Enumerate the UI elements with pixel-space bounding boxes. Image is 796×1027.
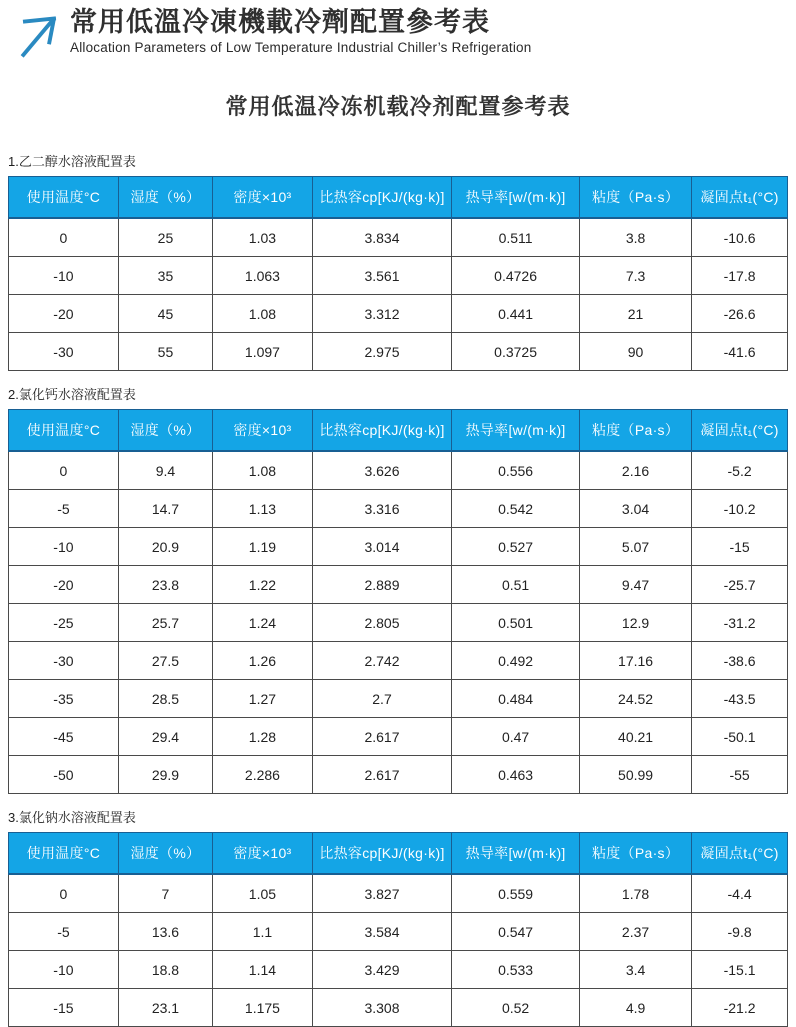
table-cell: 0.463 xyxy=(452,756,580,794)
table-cell: 4.9 xyxy=(579,989,691,1027)
table-cell: 1.1 xyxy=(213,913,313,951)
section-label: 1.乙二醇水溶液配置表 xyxy=(8,154,136,169)
table-cell: 27.5 xyxy=(118,642,212,680)
table-cell: 0.492 xyxy=(452,642,580,680)
calcium-chloride-table xyxy=(8,409,788,794)
table-cell: 21 xyxy=(579,295,691,333)
table-cell: -50 xyxy=(9,756,119,794)
table-cell: 1.19 xyxy=(213,528,313,566)
table-cell: 3.312 xyxy=(312,295,451,333)
table-cell: 50.99 xyxy=(579,756,691,794)
sodium-chloride-table xyxy=(8,832,788,1027)
table-cell: -35 xyxy=(9,680,119,718)
table-cell: -50.1 xyxy=(692,718,788,756)
column-header: 凝固点t₁(°C) xyxy=(692,177,788,219)
table-cell: -5 xyxy=(9,913,119,951)
table-cell: -15.1 xyxy=(692,951,788,989)
column-header: 粘度（Pa·s） xyxy=(579,410,691,452)
table-cell: 1.22 xyxy=(213,566,313,604)
table-row xyxy=(9,566,788,604)
table-row xyxy=(9,642,788,680)
table-cell: 3.561 xyxy=(312,257,451,295)
table-cell: 29.4 xyxy=(118,718,212,756)
column-header: 密度×10³ xyxy=(213,177,313,219)
table-cell: -4.4 xyxy=(692,874,788,913)
table-cell: 7.3 xyxy=(579,257,691,295)
brand-header xyxy=(8,0,788,59)
table-cell: 0.559 xyxy=(452,874,580,913)
table-cell: 2.16 xyxy=(579,451,691,490)
table-cell: 1.14 xyxy=(213,951,313,989)
table-cell: -9.8 xyxy=(692,913,788,951)
table-cell: 2.7 xyxy=(312,680,451,718)
table-cell: 3.584 xyxy=(312,913,451,951)
column-header: 密度×10³ xyxy=(213,833,313,875)
table-cell: -10 xyxy=(9,528,119,566)
table-cell: 3.4 xyxy=(579,951,691,989)
table-row xyxy=(9,756,788,794)
section-label: 2.氯化钙水溶液配置表 xyxy=(8,387,136,402)
document-title: 常用低温冷冻机载冷剂配置参考表 xyxy=(225,94,571,119)
table-cell: 24.52 xyxy=(579,680,691,718)
table-cell: 3.316 xyxy=(312,490,451,528)
table-cell: -10.6 xyxy=(692,218,788,257)
table-cell: 0 xyxy=(9,451,119,490)
table-cell: 0 xyxy=(9,218,119,257)
table-cell: -17.8 xyxy=(692,257,788,295)
table-cell: 0.511 xyxy=(452,218,580,257)
table-cell: -15 xyxy=(692,528,788,566)
table-row xyxy=(9,295,788,333)
brand-title: 常用低溫冷凍機載冷劑配置參考表 xyxy=(70,7,490,37)
table-cell: -45 xyxy=(9,718,119,756)
ethylene-glycol-table xyxy=(8,176,788,371)
table-cell: 0.51 xyxy=(452,566,580,604)
table-cell: 25.7 xyxy=(118,604,212,642)
table-cell: -20 xyxy=(9,295,119,333)
table-cell: 55 xyxy=(118,333,212,371)
table-cell: 2.617 xyxy=(312,756,451,794)
table-cell: 23.1 xyxy=(118,989,212,1027)
table-row xyxy=(9,528,788,566)
table-cell: 17.16 xyxy=(579,642,691,680)
table-cell: 3.014 xyxy=(312,528,451,566)
table-row xyxy=(9,604,788,642)
column-header: 使用温度°C xyxy=(9,833,119,875)
table-cell: 3.8 xyxy=(579,218,691,257)
table-cell: 5.07 xyxy=(579,528,691,566)
table-cell: 1.27 xyxy=(213,680,313,718)
table-cell: 40.21 xyxy=(579,718,691,756)
table-cell: 9.4 xyxy=(118,451,212,490)
column-header: 比热容cp[KJ/(kg·k)] xyxy=(312,177,451,219)
table-cell: 1.78 xyxy=(579,874,691,913)
table-cell: 2.37 xyxy=(579,913,691,951)
table-cell: 9.47 xyxy=(579,566,691,604)
column-header: 密度×10³ xyxy=(213,410,313,452)
table-cell: 1.05 xyxy=(213,874,313,913)
table-cell: 3.429 xyxy=(312,951,451,989)
table-cell: 13.6 xyxy=(118,913,212,951)
table-cell: -30 xyxy=(9,333,119,371)
table-cell: 1.26 xyxy=(213,642,313,680)
table-cell: 0.547 xyxy=(452,913,580,951)
table-row xyxy=(9,874,788,913)
table-cell: -30 xyxy=(9,642,119,680)
column-header: 热导率[w/(m·k)] xyxy=(452,833,580,875)
table-cell: 1.097 xyxy=(213,333,313,371)
section-calcium-chloride xyxy=(8,384,788,794)
table-cell: 3.827 xyxy=(312,874,451,913)
table-cell: -38.6 xyxy=(692,642,788,680)
table-cell: 0.484 xyxy=(452,680,580,718)
table-cell: -20 xyxy=(9,566,119,604)
table-cell: 29.9 xyxy=(118,756,212,794)
column-header: 粘度（Pa·s） xyxy=(579,833,691,875)
table-row xyxy=(9,680,788,718)
table-cell: 3.626 xyxy=(312,451,451,490)
table-row xyxy=(9,333,788,371)
table-cell: 20.9 xyxy=(118,528,212,566)
table-cell: 2.975 xyxy=(312,333,451,371)
table-cell: 1.08 xyxy=(213,451,313,490)
table-cell: -10.2 xyxy=(692,490,788,528)
header-row xyxy=(9,177,788,219)
table-cell: -26.6 xyxy=(692,295,788,333)
column-header: 比热容cp[KJ/(kg·k)] xyxy=(312,410,451,452)
table-row xyxy=(9,218,788,257)
table-body xyxy=(9,874,788,1027)
column-header: 热导率[w/(m·k)] xyxy=(452,177,580,219)
arrow-up-right-logo-icon xyxy=(10,7,62,59)
brand-subtitle: Allocation Parameters of Low Temperature Industrial Chiller’s Refrigeration xyxy=(70,39,532,55)
table-cell: 0 xyxy=(9,874,119,913)
table-cell: 1.03 xyxy=(213,218,313,257)
table-cell: -5 xyxy=(9,490,119,528)
table-row xyxy=(9,718,788,756)
column-header: 比热容cp[KJ/(kg·k)] xyxy=(312,833,451,875)
table-cell: 0.542 xyxy=(452,490,580,528)
table-header xyxy=(9,177,788,219)
table-cell: 35 xyxy=(118,257,212,295)
table-cell: -15 xyxy=(9,989,119,1027)
table-cell: 0.556 xyxy=(452,451,580,490)
column-header: 湿度（%） xyxy=(118,177,212,219)
table-cell: 1.28 xyxy=(213,718,313,756)
table-cell: 90 xyxy=(579,333,691,371)
table-row xyxy=(9,951,788,989)
table-row xyxy=(9,451,788,490)
column-header: 使用温度°C xyxy=(9,177,119,219)
table-cell: 2.742 xyxy=(312,642,451,680)
table-cell: 2.805 xyxy=(312,604,451,642)
table-row xyxy=(9,257,788,295)
table-cell: 45 xyxy=(118,295,212,333)
table-cell: -10 xyxy=(9,257,119,295)
table-cell: -10 xyxy=(9,951,119,989)
table-cell: 1.24 xyxy=(213,604,313,642)
column-header: 热导率[w/(m·k)] xyxy=(452,410,580,452)
column-header: 使用温度°C xyxy=(9,410,119,452)
table-row xyxy=(9,913,788,951)
table-cell: 12.9 xyxy=(579,604,691,642)
column-header: 湿度（%） xyxy=(118,410,212,452)
table-cell: 28.5 xyxy=(118,680,212,718)
table-cell: -5.2 xyxy=(692,451,788,490)
header-row xyxy=(9,833,788,875)
table-header xyxy=(9,410,788,452)
section-ethylene-glycol xyxy=(8,151,788,371)
table-cell: 1.13 xyxy=(213,490,313,528)
table-cell: -25.7 xyxy=(692,566,788,604)
table-cell: 1.063 xyxy=(213,257,313,295)
table-cell: 3.04 xyxy=(579,490,691,528)
table-cell: 0.533 xyxy=(452,951,580,989)
table-cell: -41.6 xyxy=(692,333,788,371)
table-body xyxy=(9,218,788,371)
table-cell: 1.175 xyxy=(213,989,313,1027)
table-cell: 0.441 xyxy=(452,295,580,333)
table-cell: 0.501 xyxy=(452,604,580,642)
column-header: 凝固点t₁(°C) xyxy=(692,833,788,875)
table-header xyxy=(9,833,788,875)
table-cell: 3.308 xyxy=(312,989,451,1027)
table-cell: 18.8 xyxy=(118,951,212,989)
table-cell: -55 xyxy=(692,756,788,794)
table-body xyxy=(9,451,788,794)
table-cell: 25 xyxy=(118,218,212,257)
table-cell: -21.2 xyxy=(692,989,788,1027)
section-sodium-chloride xyxy=(8,807,788,1027)
table-cell: 0.4726 xyxy=(452,257,580,295)
section-label: 3.氯化钠水溶液配置表 xyxy=(8,810,136,825)
table-cell: 14.7 xyxy=(118,490,212,528)
column-header: 凝固点t₁(°C) xyxy=(692,410,788,452)
column-header: 湿度（%） xyxy=(118,833,212,875)
brand-text xyxy=(70,7,531,56)
table-cell: 3.834 xyxy=(312,218,451,257)
table-cell: 7 xyxy=(118,874,212,913)
table-row xyxy=(9,490,788,528)
table-cell: 1.08 xyxy=(213,295,313,333)
table-cell: -43.5 xyxy=(692,680,788,718)
table-cell: 0.3725 xyxy=(452,333,580,371)
table-row xyxy=(9,989,788,1027)
table-cell: 2.286 xyxy=(213,756,313,794)
table-cell: 0.527 xyxy=(452,528,580,566)
table-cell: -25 xyxy=(9,604,119,642)
table-cell: -31.2 xyxy=(692,604,788,642)
table-cell: 23.8 xyxy=(118,566,212,604)
column-header: 粘度（Pa·s） xyxy=(579,177,691,219)
table-cell: 2.889 xyxy=(312,566,451,604)
table-cell: 0.47 xyxy=(452,718,580,756)
table-cell: 2.617 xyxy=(312,718,451,756)
table-cell: 0.52 xyxy=(452,989,580,1027)
header-row xyxy=(9,410,788,452)
